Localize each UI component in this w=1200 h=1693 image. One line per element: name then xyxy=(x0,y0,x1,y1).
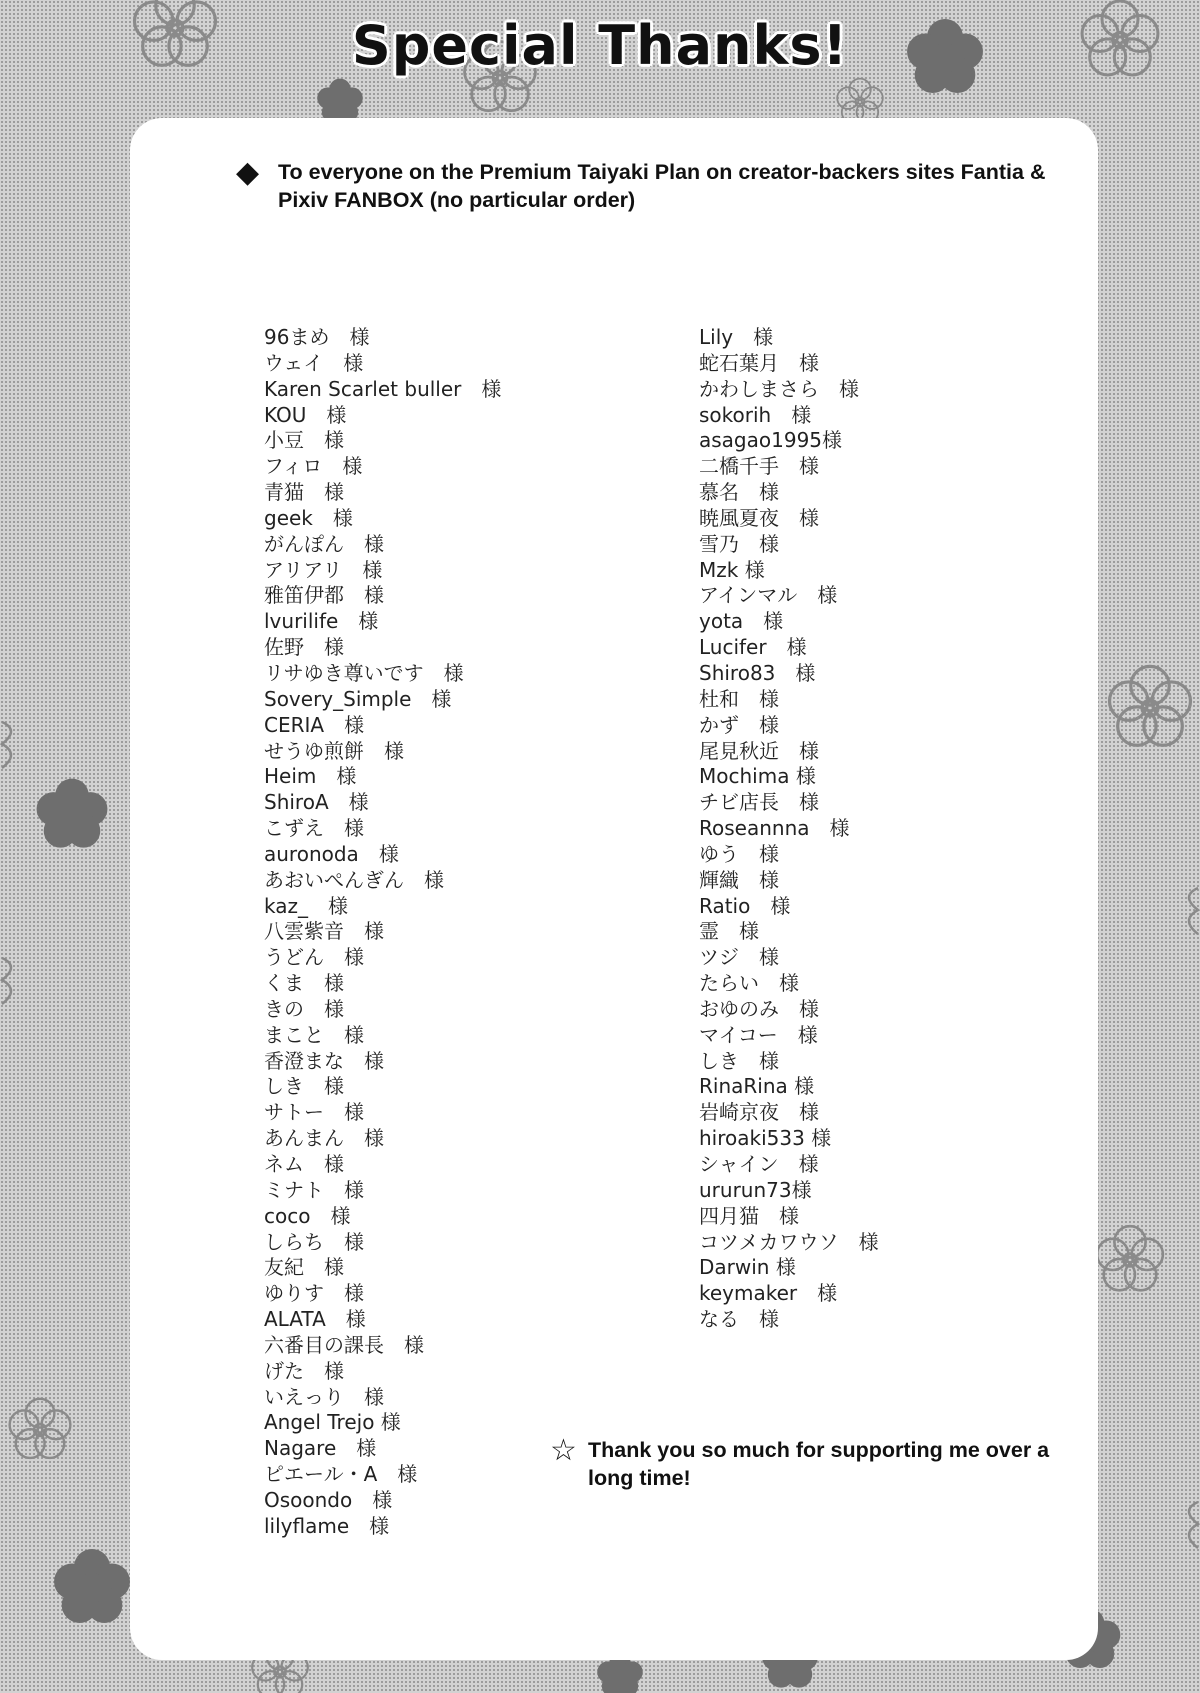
supporter-name: マイコー 様 xyxy=(699,1022,818,1047)
supporter-name: asagao1995様 xyxy=(699,428,843,453)
supporter-name: Ratio 様 xyxy=(699,893,791,918)
supporter-name: サトー 様 xyxy=(264,1100,364,1125)
supporter-name: Osoondo 様 xyxy=(264,1487,393,1512)
supporter-name: ShiroA 様 xyxy=(264,790,369,815)
supporter-name: ururun73様 xyxy=(699,1177,812,1202)
supporter-name: Lucifer 様 xyxy=(699,635,807,660)
supporter-name: げた 様 xyxy=(264,1358,344,1383)
supporter-name: ゆう 様 xyxy=(699,841,779,866)
supporter-name: あおいぺんぎん 様 xyxy=(264,867,444,892)
supporter-name: しき 様 xyxy=(699,1048,779,1073)
supporter-name: Roseannna 様 xyxy=(699,816,850,841)
supporter-name: 暁風夏夜 様 xyxy=(699,505,819,530)
supporter-name: CERIA 様 xyxy=(264,712,365,737)
supporter-name: 八雲紫音 様 xyxy=(264,919,384,944)
supporter-name: ネム 様 xyxy=(264,1152,344,1176)
supporter-name: RinaRina 様 xyxy=(699,1074,815,1099)
supporter-name: いえっり 様 xyxy=(264,1384,384,1409)
supporter-name: 四月猫 様 xyxy=(699,1203,799,1228)
supporter-name: lilyflame 様 xyxy=(264,1513,390,1538)
supporter-name: せうゆ煎餅 様 xyxy=(264,738,404,763)
supporter-name: かず 様 xyxy=(699,712,779,737)
supporter-name: Heim 様 xyxy=(264,764,357,789)
supporter-name: 蛇石葉月 様 xyxy=(699,350,819,375)
supporter-name: あんまん 様 xyxy=(264,1126,384,1151)
star-outline-icon: ☆ xyxy=(550,1433,577,1468)
supporter-name: 輝織 様 xyxy=(699,867,779,892)
supporter-name: たらい 様 xyxy=(699,971,799,996)
supporter-name: なる 様 xyxy=(699,1307,779,1332)
supporter-name: フィロ 様 xyxy=(264,454,363,479)
supporter-name: Darwin 様 xyxy=(699,1255,796,1280)
page-title: Special Thanks! xyxy=(351,14,849,77)
supporter-name: まこと 様 xyxy=(264,1022,364,1047)
supporter-name: Angel Trejo 様 xyxy=(264,1410,401,1435)
supporter-name: Karen Scarlet buller 様 xyxy=(264,376,502,401)
thank-you-text: Thank you so much for supporting me over a long time! xyxy=(588,1438,1050,1490)
supporter-name: 友紀 様 xyxy=(264,1255,344,1280)
supporter-name: ツジ 様 xyxy=(699,945,779,970)
supporter-name: kaz_ 様 xyxy=(264,893,348,918)
supporter-name: リサゆき尊いです 様 xyxy=(264,660,464,685)
supporter-name: Mochima 様 xyxy=(699,764,816,789)
supporter-name: しき 様 xyxy=(264,1074,344,1099)
supporter-name: きの 様 xyxy=(264,996,344,1021)
supporter-name: アインマル 様 xyxy=(699,583,838,608)
supporter-name: Shiro83 様 xyxy=(699,660,816,685)
supporter-name: シャイン 様 xyxy=(699,1152,819,1176)
heading-text: To everyone on the Premium Taiyaki Plan on creator-backers sites Fantia & Pixiv FANBOX (no particular order) xyxy=(278,160,1046,212)
supporter-name: 霊 様 xyxy=(699,919,759,944)
supporter-name: 雪乃 様 xyxy=(699,531,779,556)
supporter-name: hiroaki533 様 xyxy=(699,1126,832,1151)
supporter-name: ピエール・A 様 xyxy=(264,1462,418,1487)
supporter-name: 六番目の課長 様 xyxy=(264,1332,424,1357)
supporter-name: Mzk 様 xyxy=(699,557,765,582)
supporter-name: lvurilife 様 xyxy=(264,609,379,634)
supporter-name: ゆりす 様 xyxy=(264,1281,364,1306)
supporter-name: コツメカワウソ 様 xyxy=(699,1229,879,1254)
content-panel xyxy=(130,118,1098,1660)
supporter-name: auronoda 様 xyxy=(264,841,399,866)
supporter-name: 小豆 様 xyxy=(264,428,344,453)
supporter-list-right xyxy=(699,325,879,1333)
thank-you-note xyxy=(550,1433,1070,1492)
supporter-name: 佐野 様 xyxy=(264,635,344,660)
supporter-name: sokorih 様 xyxy=(699,402,812,427)
supporter-name: Sovery_Simple 様 xyxy=(264,686,452,711)
supporter-name: しらち 様 xyxy=(264,1229,364,1254)
supporter-name: Lily 様 xyxy=(699,325,774,349)
diamond-bullet-icon: ◆ xyxy=(236,155,260,190)
supporter-name: こずえ 様 xyxy=(264,816,364,841)
supporter-name: くま 様 xyxy=(264,971,344,996)
supporter-name: ウェイ 様 xyxy=(264,350,364,375)
supporter-name: 雅笛伊都 様 xyxy=(264,583,384,608)
supporter-name: coco 様 xyxy=(264,1203,351,1228)
supporter-name: KOU 様 xyxy=(264,402,347,427)
supporter-name: 二橋千手 様 xyxy=(699,454,819,479)
supporter-name: 青猫 様 xyxy=(264,480,344,505)
supporter-name: がんぽん 様 xyxy=(264,531,384,556)
supporter-list-left xyxy=(264,325,501,1540)
supporter-name: 岩崎京夜 様 xyxy=(699,1100,819,1125)
supporter-name: 尾見秋近 様 xyxy=(699,738,819,763)
supporter-name: yota 様 xyxy=(699,609,784,634)
supporter-name: Nagare 様 xyxy=(264,1436,377,1461)
supporter-name: ALATA 様 xyxy=(264,1307,366,1332)
supporter-name: チビ店長 様 xyxy=(699,790,819,815)
supporter-name: 慕名 様 xyxy=(699,480,779,505)
supporter-name: アリアリ 様 xyxy=(264,557,383,582)
supporter-name: かわしまさら 様 xyxy=(699,376,859,401)
supporter-name: 96まめ 様 xyxy=(264,325,370,349)
supporter-name: keymaker 様 xyxy=(699,1281,838,1306)
supporter-name: 香澄まな 様 xyxy=(264,1048,384,1073)
supporter-name: 杜和 様 xyxy=(699,686,779,711)
supporter-name: うどん 様 xyxy=(264,945,364,970)
supporter-name: ミナト 様 xyxy=(264,1177,364,1202)
supporters-heading xyxy=(236,155,1062,214)
supporter-name: geek 様 xyxy=(264,505,353,530)
supporter-name: おゆのみ 様 xyxy=(699,996,819,1021)
